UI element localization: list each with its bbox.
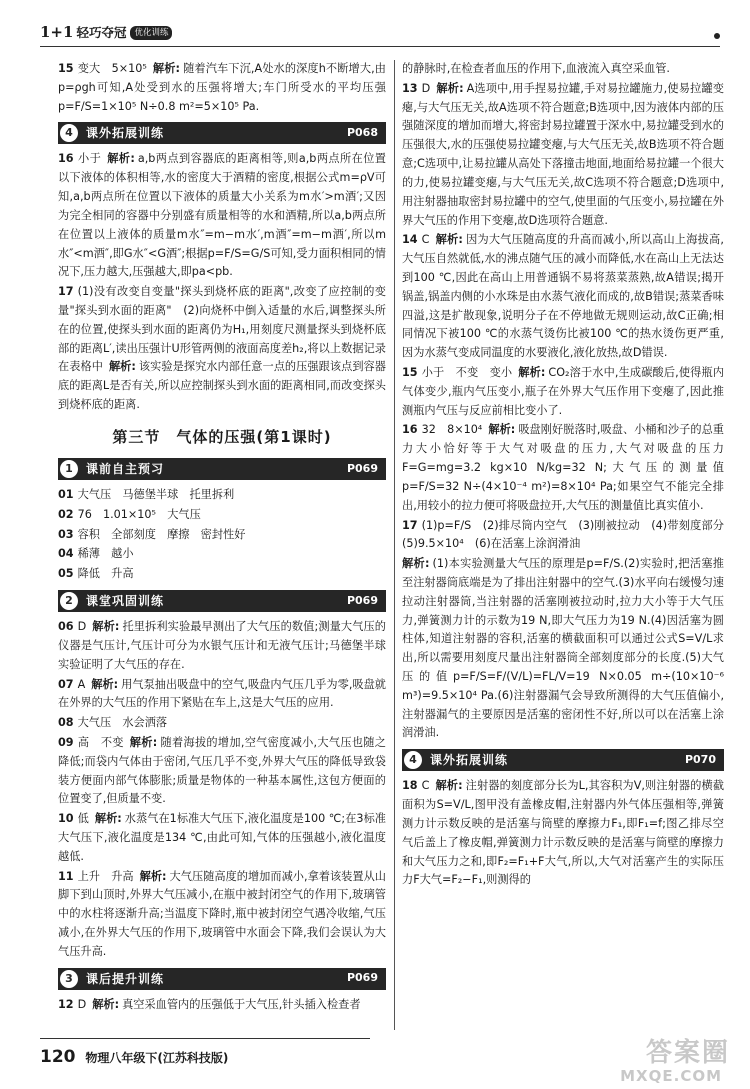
section-page-ref: P070 [684, 753, 716, 767]
section-title: 课外拓展训练 [430, 753, 509, 768]
answer-text: (1)p=F/S (2)排尽筒内空气 (3)刚被拉动 (4)带刻度部分 (5)9.5×10⁴ (6)在活塞上涂润滑油 [402, 518, 736, 551]
answer-text: 大气压 水会洒落 [77, 716, 168, 730]
section-header [58, 122, 386, 144]
section-page-ref: P069 [346, 593, 378, 607]
answer-item [58, 810, 386, 866]
question-number: 17 [58, 285, 74, 299]
question-number: 05 [58, 567, 74, 581]
section-page-ref: P069 [346, 461, 378, 475]
question-number: 16 [58, 152, 74, 166]
brand-name: 轻巧夺冠 [76, 25, 127, 41]
answer-item [402, 517, 736, 555]
analysis-label: 解析: [435, 233, 463, 247]
section-title: 课后提升训练 [86, 971, 165, 986]
analysis-label: 解析: [108, 360, 136, 374]
answer-item [58, 506, 386, 525]
analysis-text: 大气压随高度的增加而减小,拿着该装置从山脚下到山顶时,外界大气压减小,在瓶中被封闭空气的作用下,玻璃管中的水柱将逐渐升高;当温度下降时,瓶中被封闭空气遇冷收缩,气压减小,在外界大气压的作用下,玻璃管中水面会下降,我们会误认为大气压升高. [58, 869, 386, 958]
left-column [58, 60, 386, 1016]
section-number-badge: 3 [60, 970, 78, 988]
brand [40, 20, 172, 45]
analysis-label: 解析: [402, 557, 430, 571]
question-number: 14 [402, 233, 418, 247]
analysis-text: 水蒸气在1标准大气压下,液化温度是100 ℃;在3标准大气压下,液化温度是134 ℃,由此可知,气体的压强越小,液化温度越低. [58, 812, 386, 863]
answer-item [58, 526, 386, 545]
answer-text: 76 1.01×10⁵ 大气压 [77, 507, 201, 521]
answer-item [402, 364, 724, 420]
analysis-label: 解析: [94, 812, 122, 826]
section-header [58, 968, 386, 990]
answer-text: 变大 5×10⁵ [77, 62, 147, 75]
question-number: 15 [58, 62, 74, 75]
answer-text: 容积 全部刻度 摩擦 密封性好 [77, 527, 246, 541]
analysis-label: 解析: [107, 152, 135, 166]
analysis-label: 解析: [152, 62, 180, 75]
analysis-label: 解析: [436, 81, 464, 95]
section-header [58, 458, 386, 480]
analysis-label: 解析: [488, 423, 516, 437]
section-title: 课外拓展训练 [86, 126, 165, 141]
analysis-text: 吸盘刚好脱落时,吸盘、小桶和沙子的总重力大小恰好等于大气对吸盘的压力,大气对吸盘的压力F=G=mg=3.2 kg×10 N/kg=32 N;大气压的测量值p=F/S=32 N÷(4×10⁻⁴ m²)=8×10⁴ Pa;如果空气不能完全排出,用较小的拉力便可将吸盘拉开,大气压的测量值比真实值小. [402, 423, 724, 512]
answer-text: D [77, 620, 87, 634]
brand-logo: 1+1 [40, 23, 74, 41]
answer-text: C [421, 779, 430, 793]
analysis-label: 解析: [92, 997, 120, 1011]
analysis-text: A选项中,用手捏易拉罐,手对易拉罐施力,使易拉罐变瘪,与大气压无关,故A选项不符合题意;B选项中,因为液体内部的压强随深度的增加而增大,将密封易拉罐置于深水中,易拉罐受到水的压强很大,水的压强使易拉罐变瘪,与大气压无关,故B选项不符合题意;C选项中,让易拉罐从高处下落撞击地面,地面给易拉罐一个很大的力,使易拉罐变瘪,与大气压无关,故C选项不符合题意;D选项中,用注射器抽取密封易拉罐中的空气,使里面的气压变小,易拉罐在外界大气压的作用下变瘪,故D选项符合题意. [402, 81, 724, 227]
question-number: 11 [58, 869, 74, 883]
answer-item [58, 150, 386, 282]
answer-item [58, 545, 386, 564]
answer-text: D [421, 81, 431, 95]
header-dot-icon [714, 33, 720, 39]
section-number-badge: 4 [60, 124, 78, 142]
question-number: 01 [58, 488, 74, 501]
answer-text: A [77, 677, 86, 691]
answer-item [402, 231, 724, 363]
watermark-logo: 答案圈 [645, 1038, 730, 1068]
question-number: 10 [58, 812, 74, 826]
question-number: 02 [58, 507, 74, 521]
analysis-text: 用气泵抽出吸盘中的空气,吸盘内气压几乎为零,吸盘就在外界的大气压的作用下紧贴在车上,这是大气压的应用. [58, 677, 386, 710]
answer-item [402, 421, 724, 515]
answer-item [58, 676, 386, 714]
answer-item [58, 283, 386, 415]
answer-item [58, 996, 386, 1015]
answer-item [58, 734, 386, 809]
analysis-text: 随着汽车下沉,A处水的深度h不断增大,由p=ρgh可知,A处受到水的压强将增大;车门所受水的平均压强p=F/S=1×10⁵ N÷0.8 m²=5×10⁵ Pa. [58, 62, 386, 113]
watermark-url: MXQE.COM [620, 1067, 722, 1085]
answer-item [58, 60, 386, 116]
question-number: 08 [58, 716, 74, 730]
answer-text: 稀薄 越小 [77, 547, 134, 561]
analysis-text: 因为大气压随高度的升高而减小,所以高山上海拔高,大气压自然就低,水的沸点随气压的减小而降低,水在高山上无法达到100 ℃,因此在高山上用普通锅不易将蒸菜蒸熟,故A错误;揭开锅盖,锅盖内侧的小水珠是由水蒸气液化而成的,故B错误;蒸菜香味四溢,这是扩散现象,说明分子在不停地做无规则运动,故C正确;相同情况下被100 ℃的水蒸气烫伤比被100 ℃的热水烫伤更严重,因为水蒸气变成同温度的水要液化,液化放热,故D错误. [402, 233, 724, 360]
question-number: 13 [402, 81, 418, 95]
brand-tag: 优化训练 [130, 26, 172, 40]
question-number: 07 [58, 677, 74, 691]
section-page-ref: P069 [346, 971, 378, 985]
analysis-label: 解析: [92, 620, 120, 634]
section-number-badge: 4 [404, 751, 422, 769]
question-number: 12 [58, 997, 74, 1011]
column-divider [394, 60, 395, 1030]
analysis-text: 随着海拔的增加,空气密度减小,大气压也随之降低;而袋内气体由于密闭,气压几乎不变,外界大气压的降低导致袋装方便面内部气体膨胀;质量是物体的一种基本属性,这包方便面的位置变了,但质量不变. [58, 735, 386, 806]
answer-item [58, 486, 386, 505]
analysis-label: 解析: [91, 677, 119, 691]
answer-item [58, 868, 386, 962]
answer-item [402, 777, 724, 890]
answer-text: 高 不变 [77, 735, 124, 749]
answer-text: 小于 不变 变小 [421, 366, 513, 379]
section-title: 课前自主预习 [86, 461, 165, 476]
analysis-text: 注射器的刻度部分长为L,其容积为V,则注射器的横截面积为S=V/L,图甲没有盖橡皮帽,注射器内外气体压强相等,弹簧测力计示数反映的是活塞与筒壁的摩擦力F₁,即F₁=f;图乙排尽空气后盖上了橡皮帽,弹簧测力计示数反映的是活塞与筒壁的摩擦力和大气压力之和,即F₂=F₁+F大气,所以,大气对活塞产生的实际压力F大气=F₂−F₁,则测得的 [402, 779, 725, 887]
analysis-label: 解析: [139, 869, 167, 883]
answer-text: (1)没有改变自变量"探头到烧杯底的距离",改变了应控制的变量"探头到水面的距离" (2)向烧杯中倒入适量的水后,调整探头所在的位置,使探头到水面的距离仍为H₁,用刻度尺测量探头到烧杯底部的距离L′,读出压强计U形管两侧的液面高度差h₂,将以上数据记录在表格中 [58, 285, 386, 374]
answer-item [58, 714, 386, 733]
question-number: 09 [58, 735, 74, 749]
question-number: 03 [58, 527, 74, 541]
analysis-label: 解析: [435, 779, 463, 793]
answer-text: 大气压 马德堡半球 托里拆利 [77, 488, 235, 501]
book-title: 物理八年级下(江苏科技版) [85, 1051, 229, 1065]
question-number: 06 [58, 620, 74, 634]
analysis-text: CO₂溶于水中,生成碳酸后,使得瓶内气体变少,瓶内气压变小,瓶子在外界大气压作用下变瘪了,因此推测瓶内气压与反应前相比变小了. [402, 366, 724, 417]
answer-item [402, 80, 724, 231]
answer-text: C [421, 233, 430, 247]
analysis-text: 真空采血管内的压强低于大气压,针头插入检查者 [122, 997, 361, 1011]
chapter-title: 第三节 气体的压强(第1课时) [112, 427, 332, 446]
analysis-label: 解析: [518, 366, 546, 379]
section-header [58, 590, 386, 612]
right-column [402, 60, 736, 891]
answer-text: 低 [77, 812, 89, 826]
section-page-ref: P068 [346, 126, 378, 140]
section-number-badge: 2 [60, 592, 78, 610]
answer-item [402, 555, 724, 743]
question-number: 16 [402, 423, 418, 437]
section-number-badge: 1 [60, 460, 78, 478]
question-number: 04 [58, 547, 74, 561]
analysis-text: a,b两点到容器底的距离相等,则a,b两点所在位置以下液体的体积相等,水的密度大于酒精的密度,根据公式m=ρV可知,a,b两点所在位置以下液体的质量大小关系为m水′>m酒′;又因为完全相同的容器中分别盛有质量相等的水和酒精,所以a,b两点所在位置以上液体的质量m水″=m−m水′,m酒″=m−m酒′,所以m水″<m酒″,即G水″<G酒″;根据p=F/S=G/S可知,受力面积相同的情况下,压力越大,压强越大,即pa<pb. [58, 152, 386, 279]
answer-text: 32 8×10⁴ [421, 423, 483, 437]
answer-item [58, 618, 386, 674]
continued-text: 的静脉时,在检查者血压的作用下,血液流入真空采血管. [402, 62, 670, 75]
section-title: 课堂巩固训练 [86, 593, 165, 608]
answer-item [58, 565, 386, 584]
section-header [402, 749, 724, 771]
answer-text: D [77, 997, 87, 1011]
question-number: 18 [402, 779, 418, 793]
answer-text: 上升 升高 [77, 869, 134, 883]
page-footer [40, 1038, 370, 1072]
question-number: 15 [402, 366, 418, 379]
answer-text: 降低 升高 [77, 567, 134, 581]
analysis-label: 解析: [129, 735, 158, 749]
question-number: 17 [402, 518, 418, 532]
page-number: 120 [40, 1047, 76, 1067]
page-header [40, 20, 720, 47]
analysis-text: (1)本实验测量大气压的原理是p=F/S.(2)实验时,把活塞推至注射器筒底端是为了排出注射器中的空气.(3)水平向右缓慢匀速拉动注射器筒,当注射器的活塞刚被拉动时,拉力大小等于大气压力,弹簧测力计的示数为19 N,即大气压力为19 N.(4)因活塞为圆柱体,知道注射器的容积,活塞的横截面积可以通过公式S=V/L求出,所以需要用刻度尺量出注射器筒全部刻度部分的长度.(5)大气压的值p=F/S=F/(V/L)=FL/V=19 N×0.05 m÷(10×10⁻⁶ m³)=9.5×10⁴ Pa.(6)注射器漏气会导致所测得的大气压值偏小,注射器漏气的主要原因是活塞的密闭性不好,所以可以在活塞上涂润滑油. [402, 557, 724, 740]
answer-text: 小于 [77, 152, 102, 166]
analysis-text: 托里拆利实验最早测出了大气压的数值;测量大气压的仪器是气压计,气压计可分为水银气压计和无液气压计;马德堡半球实验证明了大气压的存在. [58, 620, 386, 671]
analysis-text: 该实验是探究水内部任意一点的压强跟该点到容器底的距离L是否有关,所以应控制探头到水面的距离相同,而改变探头到烧杯底的距离. [58, 360, 386, 411]
